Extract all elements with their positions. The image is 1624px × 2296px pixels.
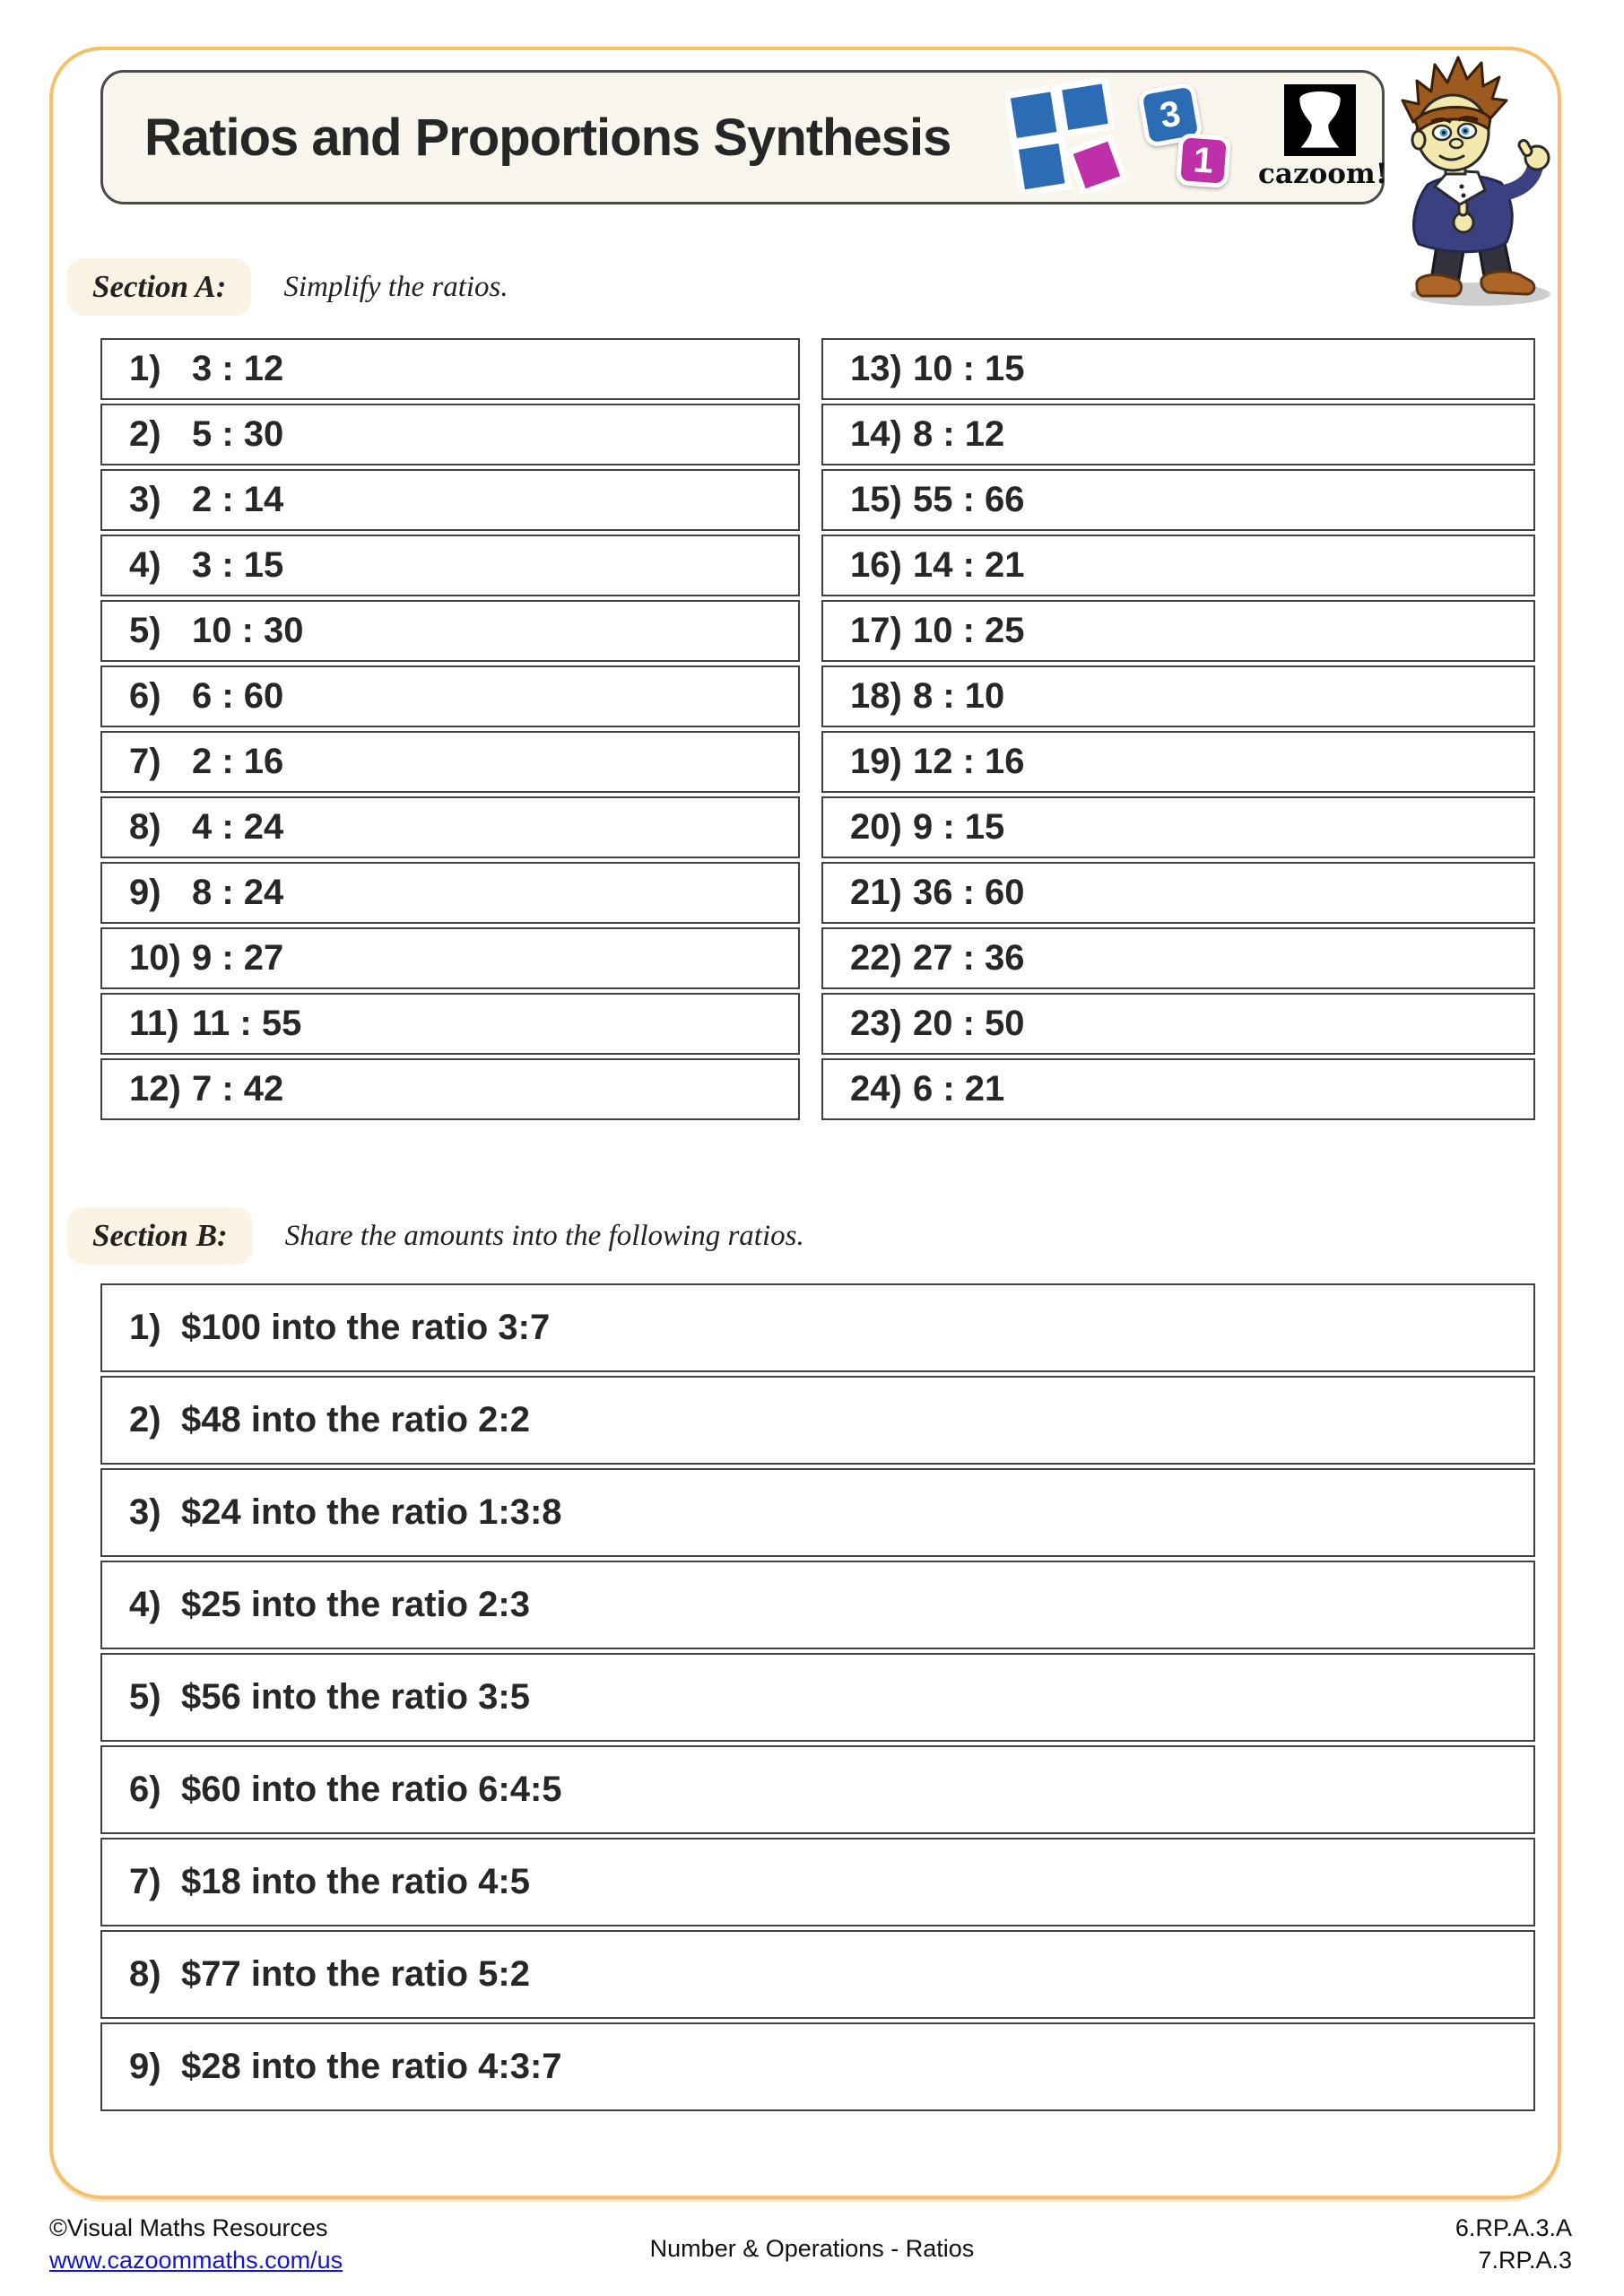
section-a-label: Section A: bbox=[67, 258, 251, 316]
section-a-column-right bbox=[821, 338, 1535, 1120]
ratio-item: 7) 2 : 16 bbox=[100, 731, 800, 793]
share-item: 3) $24 into the ratio 1:3:8 bbox=[100, 1468, 1535, 1557]
ratio-item: 4) 3 : 15 bbox=[100, 535, 800, 596]
ratio-item: 13) 10 : 15 bbox=[821, 338, 1535, 400]
ratio-item: 17) 10 : 25 bbox=[821, 600, 1535, 662]
logo-drum-block bbox=[1258, 84, 1388, 190]
section-a-column-left bbox=[100, 338, 800, 1120]
website-link[interactable]: www.cazoommaths.com/us bbox=[49, 2247, 343, 2274]
ratio-item: 6) 6 : 60 bbox=[100, 665, 800, 727]
ratio-item: 22) 27 : 36 bbox=[821, 927, 1535, 989]
section-b-header bbox=[67, 1207, 804, 1265]
share-item: 8) $77 into the ratio 5:2 bbox=[100, 1930, 1535, 2019]
ratio-item: 2) 5 : 30 bbox=[100, 404, 800, 465]
logo-tile-1: 1 bbox=[1176, 133, 1231, 188]
share-item: 4) $25 into the ratio 2:3 bbox=[100, 1561, 1535, 1649]
section-a-instruction: Simplify the ratios. bbox=[283, 270, 508, 303]
ratio-item: 1) 3 : 12 bbox=[100, 338, 800, 400]
brand-name: cazoom! bbox=[1258, 158, 1388, 190]
share-item: 6) $60 into the ratio 6:4:5 bbox=[100, 1745, 1535, 1834]
ratio-item: 15) 55 : 66 bbox=[821, 469, 1535, 531]
share-item: 2) $48 into the ratio 2:2 bbox=[100, 1376, 1535, 1465]
ratio-item: 11) 11 : 55 bbox=[100, 993, 800, 1055]
ratio-item: 3) 2 : 14 bbox=[100, 469, 800, 531]
title-bar bbox=[100, 70, 1388, 204]
standard-code-1: 6.RP.A.3.A bbox=[1455, 2214, 1572, 2241]
section-b-instruction: Share the amounts into the following ratios. bbox=[284, 1219, 804, 1252]
ratio-item: 14) 8 : 12 bbox=[821, 404, 1535, 465]
ratio-item: 20) 9 : 15 bbox=[821, 796, 1535, 858]
share-item: 1) $100 into the ratio 3:7 bbox=[100, 1283, 1535, 1372]
section-b-label: Section B: bbox=[67, 1207, 253, 1265]
footer-standards bbox=[1455, 2212, 1572, 2277]
ratio-item: 21) 36 : 60 bbox=[821, 862, 1535, 924]
page-title: Ratios and Proportions Synthesis bbox=[144, 108, 951, 167]
logo-tile-3: 3 bbox=[1137, 82, 1203, 148]
ratio-item: 18) 8 : 10 bbox=[821, 665, 1535, 727]
ratio-item: 8) 4 : 24 bbox=[100, 796, 800, 858]
standard-code-2: 7.RP.A.3 bbox=[1478, 2247, 1572, 2274]
ratio-item: 24) 6 : 21 bbox=[821, 1058, 1535, 1120]
mascot-boy-illustration bbox=[1395, 50, 1575, 310]
ratio-item: 16) 14 : 21 bbox=[821, 535, 1535, 596]
section-a-header bbox=[67, 258, 508, 316]
drum-icon bbox=[1284, 84, 1356, 156]
ratio-item: 10) 9 : 27 bbox=[100, 927, 800, 989]
logo-squares-icon bbox=[1005, 77, 1140, 194]
copyright-text: ©Visual Maths Resources bbox=[49, 2214, 328, 2241]
share-item: 9) $28 into the ratio 4:3:7 bbox=[100, 2022, 1535, 2111]
share-item: 7) $18 into the ratio 4:5 bbox=[100, 1838, 1535, 1926]
share-item: 5) $56 into the ratio 3:5 bbox=[100, 1653, 1535, 1742]
section-b-column bbox=[100, 1283, 1535, 2111]
ratio-item: 5) 10 : 30 bbox=[100, 600, 800, 662]
cazoom-logo bbox=[1005, 70, 1388, 204]
footer-topic: Number & Operations - Ratios bbox=[649, 2235, 975, 2262]
ratio-item: 12) 7 : 42 bbox=[100, 1058, 800, 1120]
ratio-item: 19) 12 : 16 bbox=[821, 731, 1535, 793]
ratio-item: 9) 8 : 24 bbox=[100, 862, 800, 924]
ratio-item: 23) 20 : 50 bbox=[821, 993, 1535, 1055]
